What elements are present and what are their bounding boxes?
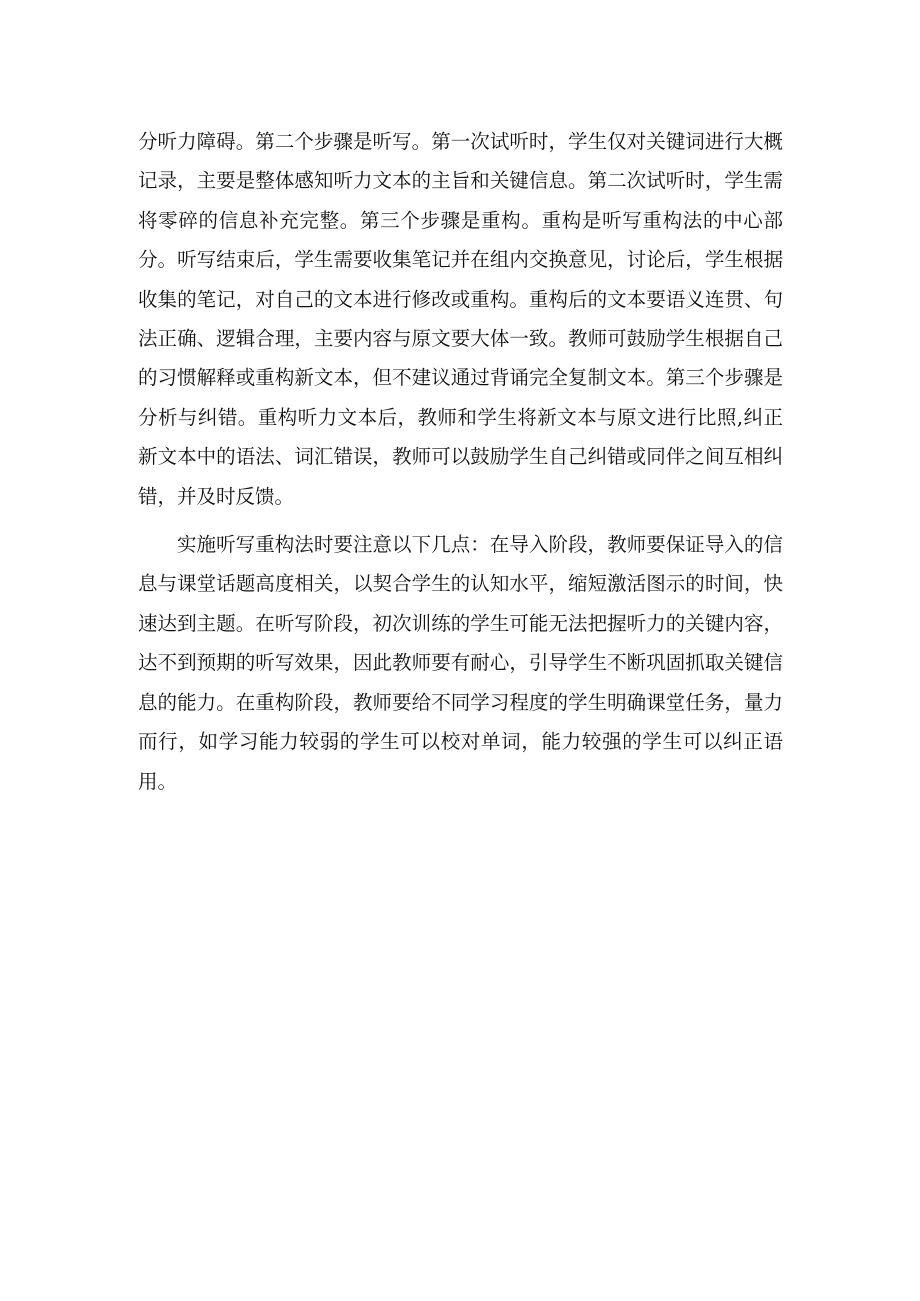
paragraph-implementation-notes: 实施听写重构法时要注意以下几点：在导入阶段，教师要保证导入的信息与课堂话题高度相关，以契合学生的认知水平，缩短激活图示的时间，快速达到主题。在听写阶段，初次训练的学生可能无法把握听力的关键内容，达不到预期的听写效果，因此教师要有耐心，引导学生不断巩固抓取关键信息的能力。在重构阶段，教师要给不同学习程度的学生明确课堂任务，量力而行，如学习能力较弱的学生可以校对单词，能力较强的学生可以纠正语用。	[138, 533, 783, 793]
paragraph-continuation: 分听力障碍。第二个步骤是听写。第一次试听时，学生仅对关键词进行大概记录，主要是整体感知听力文本的主旨和关键信息。第二次试听时，学生需将零碎的信息补充完整。第三个步骤是重构。重构是听写重构法的中心部分。听写结束后，学生需要收集笔记并在组内交换意见，讨论后，学生根据收集的笔记，对自己的文本进行修改或重构。重构后的文本要语义连贯、句法正确、逻辑合理，主要内容与原文要大体一致。教师可鼓励学生根据自己的习惯解释或重构新文本，但不建议通过背诵完全复制文本。第三个步骤是分析与纠错。重构听力文本后，教师和学生将新文本与原文进行比照,纠正新文本中的语法、词汇错误，教师可以鼓励学生自己纠错或同伴之间互相纠错，并及时反馈。	[138, 130, 783, 508]
body-text	[138, 122, 783, 801]
